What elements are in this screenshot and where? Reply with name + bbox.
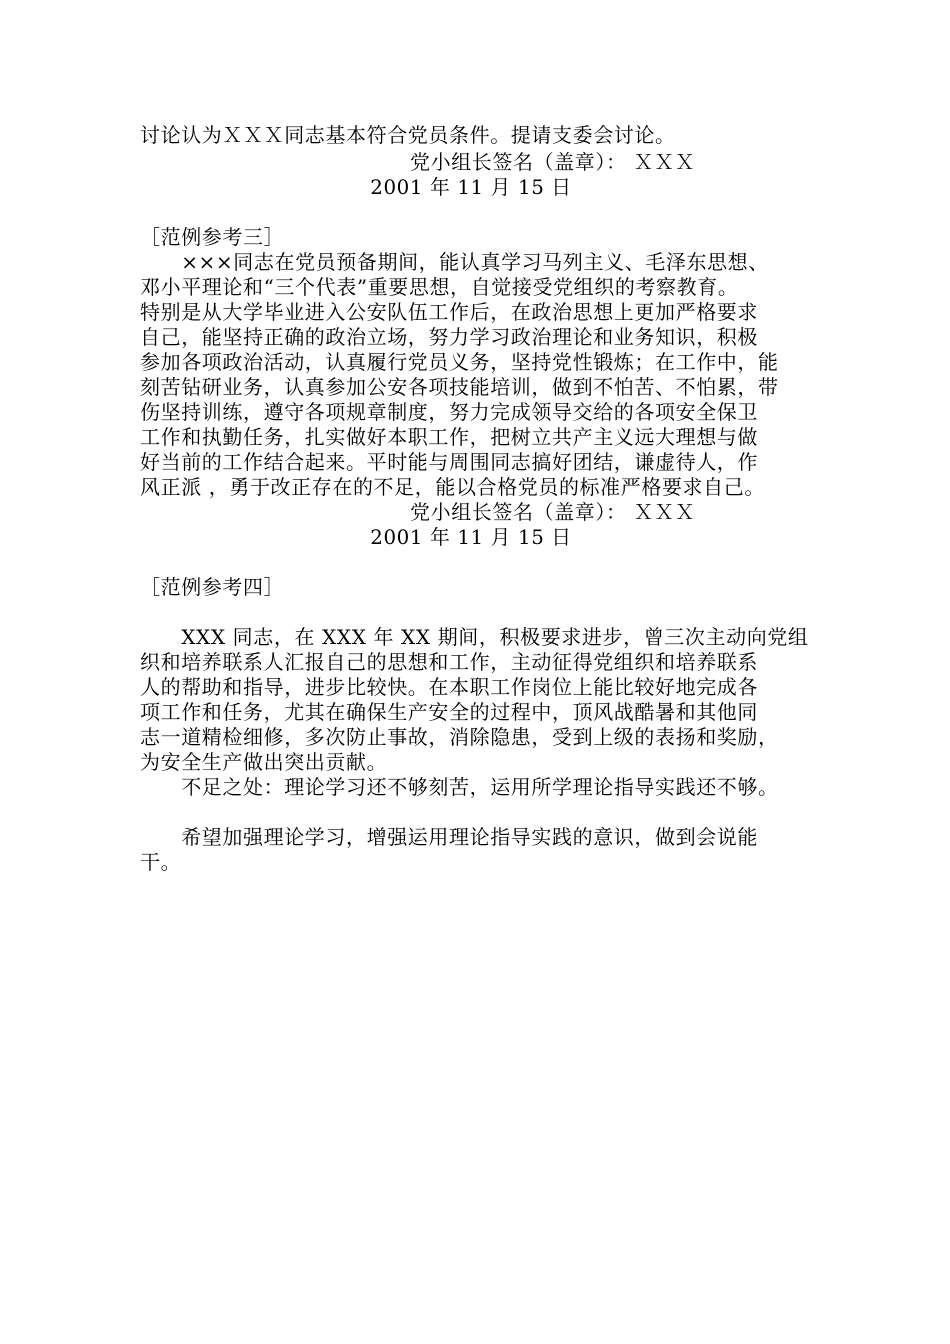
shortcoming-line: 不足之处：理论学习还不够刻苦，运用所学理论指导实践还不够。 <box>140 775 779 799</box>
signature-line: 党小组长签名（盖章）： ＸＸＸ <box>410 150 696 174</box>
body-text-line: 织和培养联系人汇报自己的思想和工作，主动征得党组织和培养联系 <box>140 650 758 674</box>
signature-line: 党小组长签名（盖章）： ＸＸＸ <box>410 500 696 524</box>
body-text-line: 人的帮助和指导，进步比较快。在本职工作岗位上能比较好地完成各 <box>140 675 758 699</box>
body-text-line: 志一道精检细修，多次防止事故，消除隐患，受到上级的表扬和奖励， <box>140 725 779 749</box>
hope-line: 希望加强理论学习，增强运用理论指导实践的意识，做到会说能 <box>140 825 758 849</box>
body-text-line: 好当前的工作结合起来。平时能与周围同志搞好团结，谦虚待人，作 <box>140 450 758 474</box>
body-text-line: ×××同志在党员预备期间，能认真学习马列主义、毛泽东思想、 <box>140 250 769 274</box>
hope-line: 干。 <box>140 850 182 874</box>
body-text-line: XXX 同志，在 XXX 年 XX 期间，积极要求进步，曾三次主动向党组 <box>140 625 809 649</box>
body-text-line: 特别是从大学毕业进入公安队伍工作后，在政治思想上更加严格要求 <box>140 300 758 324</box>
body-text-line: 工作和执勤任务，扎实做好本职工作，把树立共产主义远大理想与做 <box>140 425 758 449</box>
date-line: 2001 年 11 月 15 日 <box>370 525 572 549</box>
body-text-line: 为安全生产做出突出贡献。 <box>140 750 388 774</box>
body-text-line: 邓小平理论和“三个代表”重要思想，自觉接受党组织的考察教育。 <box>140 275 739 299</box>
body-text-line: 讨论认为ＸＸＸ同志基本符合党员条件。提请支委会讨论。 <box>140 123 676 147</box>
section-heading: ［范例参考四］ <box>140 575 285 599</box>
body-text-line: 自己，能坚持正确的政治立场，努力学习政治理论和业务知识，积极 <box>140 325 758 349</box>
date-line: 2001 年 11 月 15 日 <box>370 175 572 199</box>
body-text-line: 项工作和任务，尤其在确保生产安全的过程中，顶风战酷暑和其他同 <box>140 700 758 724</box>
section-heading: ［范例参考三］ <box>140 225 285 249</box>
body-text-line: 伤坚持训练，遵守各项规章制度，努力完成领导交给的各项安全保卫 <box>140 400 758 424</box>
body-text-line: 参加各项政治活动，认真履行党员义务，坚持党性锻炼；在工作中，能 <box>140 350 779 374</box>
body-text-line: 刻苦钻研业务，认真参加公安各项技能培训，做到不怕苦、不怕累，带 <box>140 375 779 399</box>
body-text-line: 风正派 ，勇于改正存在的不足，能以合格党员的标准严格要求自己。 <box>140 475 765 499</box>
